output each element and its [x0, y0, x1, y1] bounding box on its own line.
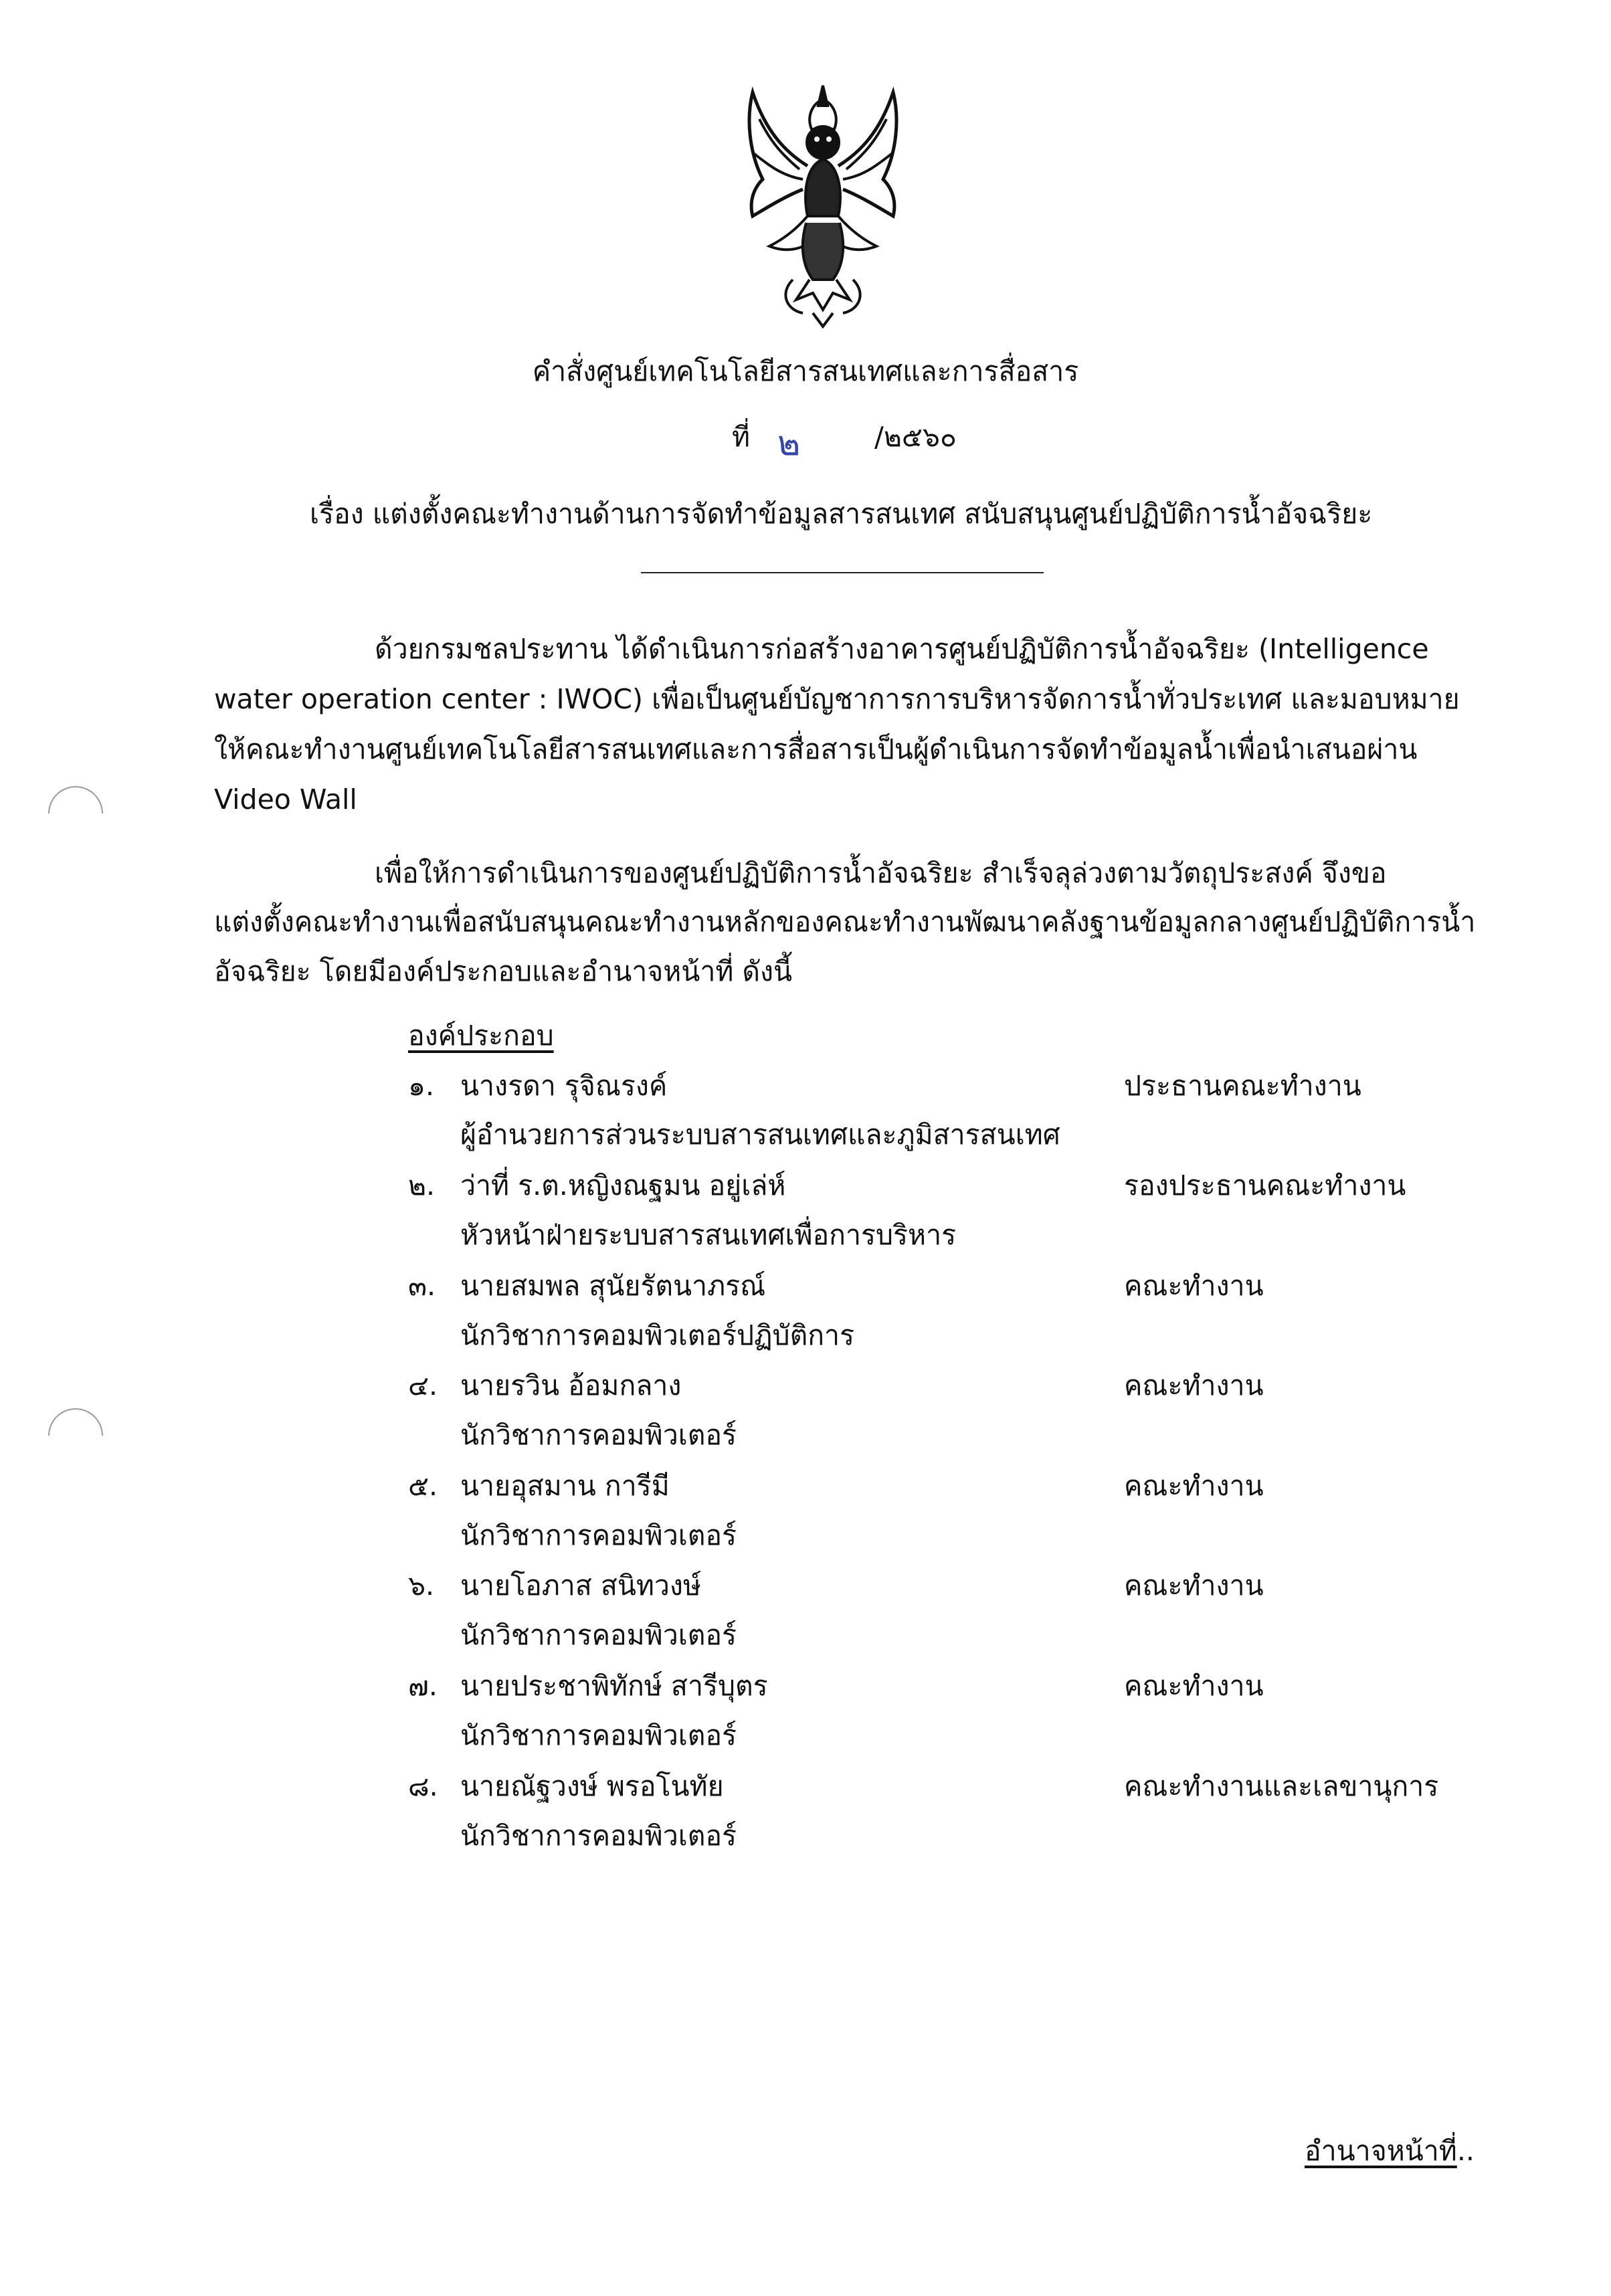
member-role: คณะทำงาน	[1124, 1470, 1264, 1502]
member-number: ๖.	[408, 1569, 435, 1602]
continued-dots: ..	[1456, 2135, 1475, 2167]
member-number: ๕.	[408, 1470, 438, 1502]
member-name: นายณัฐวงษ์ พรอโนทัย	[460, 1770, 724, 1802]
member-role: คณะทำงาน	[1124, 1369, 1264, 1402]
member-name: นายอุสมาน การีมี	[460, 1470, 670, 1502]
order-number-value: ๒	[777, 423, 801, 464]
member-position: หัวหน้าฝ่ายระบบสารสนเทศเพื่อการบริหาร	[460, 1219, 957, 1251]
member-name: นายประชาพิทักษ์ สารีบุตร	[460, 1670, 768, 1702]
continued-on-next-page	[1305, 2137, 1475, 2165]
order-title: คำสั่งศูนย์เทคโนโลยีสารสนเทศและการสื่อสาร	[532, 355, 1079, 387]
member-role: รองประธานคณะทำงาน	[1124, 1169, 1406, 1202]
member-name: นางรดา รุจิณรงค์	[460, 1070, 668, 1102]
member-position: นักวิชาการคอมพิวเตอร์ปฏิบัติการ	[460, 1319, 855, 1351]
member-role: คณะทำงาน	[1124, 1670, 1264, 1702]
member-role: คณะทำงานและเลขานุการ	[1124, 1770, 1439, 1802]
punch-hole-mark	[37, 1397, 114, 1474]
member-name: ว่าที่ ร.ต.หญิงณฐมน อยู่เล่ห์	[460, 1169, 786, 1202]
order-number-year: /๒๕๖๐	[874, 421, 957, 453]
member-name: นายโอภาส สนิทวงษ์	[460, 1569, 701, 1602]
member-number: ๗.	[408, 1670, 438, 1702]
member-number: ๒.	[408, 1169, 436, 1202]
member-name: นายรวิน อ้อมกลาง	[460, 1369, 682, 1402]
member-role: คณะทำงาน	[1124, 1270, 1264, 1302]
member-position: ผู้อำนวยการส่วนระบบสารสนเทศและภูมิสารสนเทศ	[460, 1119, 1060, 1151]
member-position: นักวิชาการคอมพิวเตอร์	[460, 1719, 737, 1751]
order-number-label: ที่	[732, 421, 751, 453]
member-number: ๓.	[408, 1270, 436, 1302]
member-position: นักวิชาการคอมพิวเตอร์	[460, 1619, 737, 1651]
member-position: นักวิชาการคอมพิวเตอร์	[460, 1519, 737, 1551]
header-divider	[641, 572, 1044, 573]
member-number: ๘.	[408, 1770, 438, 1802]
member-position: นักวิชาการคอมพิวเตอร์	[460, 1419, 737, 1451]
order-subject: เรื่อง แต่งตั้งคณะทำงานด้านการจัดทำข้อมูลสารสนเทศ สนับสนุนศูนย์ปฏิบัติการน้ำอัจฉริยะ	[310, 498, 1373, 530]
paragraph-line: water operation center : IWOC) เพื่อเป็นศูนย์บัญชาการการบริหารจัดการน้ำทั่วประเทศ และมอบหมาย	[214, 683, 1460, 715]
member-role: คณะทำงาน	[1124, 1569, 1264, 1602]
member-role: ประธานคณะทำงาน	[1124, 1070, 1361, 1102]
punch-hole-mark	[37, 775, 114, 852]
paragraph-line: ให้คณะทำงานศูนย์เทคโนโลยีสารสนเทศและการสื่อสารเป็นผู้ดำเนินการจัดทำข้อมูลน้ำเพื่อนำเสนอผ่าน	[214, 733, 1418, 765]
paragraph-line: อัจฉริยะ โดยมีองค์ประกอบและอำนาจหน้าที่ ดังนี้	[214, 955, 793, 987]
garuda-emblem-icon	[733, 79, 913, 330]
paragraph-line: Video Wall	[214, 783, 357, 816]
paragraph-line: ด้วยกรมชลประทาน ได้ดำเนินการก่อสร้างอาคารศูนย์ปฏิบัติการน้ำอัจฉริยะ (Intelligence	[375, 633, 1429, 665]
member-name: นายสมพล สุนัยรัตนาภรณ์	[460, 1270, 766, 1302]
paragraph-line: เพื่อให้การดำเนินการของศูนย์ปฏิบัติการน้ำอัจฉริยะ สำเร็จลุล่วงตามวัตถุประสงค์ จึงขอ	[375, 857, 1387, 889]
member-number: ๑.	[408, 1070, 435, 1102]
continued-label: อำนาจหน้าที่	[1305, 2135, 1457, 2167]
composition-heading: องค์ประกอบ	[408, 1020, 554, 1052]
member-number: ๔.	[408, 1369, 438, 1402]
member-position: นักวิชาการคอมพิวเตอร์	[460, 1820, 737, 1852]
paragraph-line: แต่งตั้งคณะทำงานเพื่อสนับสนุนคณะทำงานหลักของคณะทำงานพัฒนาคลังฐานข้อมูลกลางศูนย์ปฏิบัติการน้ำ	[214, 906, 1476, 938]
